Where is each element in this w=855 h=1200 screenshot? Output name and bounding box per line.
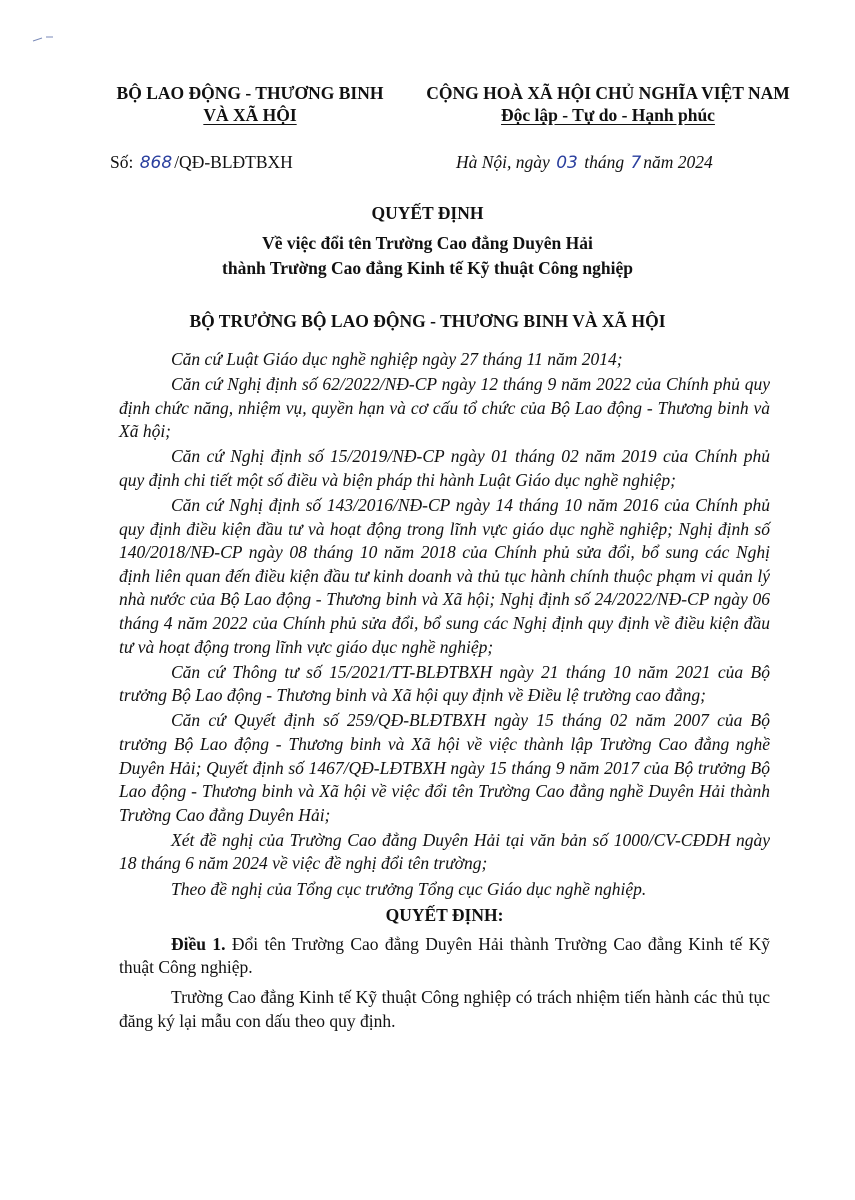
legal-basis-5: Căn cứ Thông tư số 15/2021/TT-BLĐTBXH ngày 21 tháng 10 năm 2021 của Bộ trưởng Bộ Lao động - Thương binh và Xã hội quy định về Điều lệ trường cao đẳng;	[119, 661, 770, 706]
legal-basis-1: Căn cứ Luật Giáo dục nghề nghiệp ngày 27 tháng 11 năm 2014;	[171, 349, 623, 369]
document-body	[119, 348, 770, 1035]
number-prefix: Số:	[110, 152, 134, 172]
legal-basis-3: Căn cứ Nghị định số 15/2019/NĐ-CP ngày 01 tháng 02 năm 2019 của Chính phủ quy định chi tiết một số điều và biện pháp thi hành Luật Giáo dục nghề nghiệp;	[119, 446, 770, 490]
article-1-label: Điều 1.	[171, 933, 226, 954]
legal-basis-6: Căn cứ Quyết định số 259/QĐ-BLĐTBXH ngày 15 tháng 02 năm 2007 của Bộ trưởng Bộ Lao động - Thương binh và Xã hội về việc thành lập Trường Cao đẳng nghề Duyên Hải; Quyết định số 1467/QĐ-LĐTBXH ngày 15 tháng 9 năm 2017 của Bộ trưởng Bộ Lao động - Thương binh và Xã hội về việc đổi tên Trường Cao đẳng nghề Duyên Hải thành Trường Cao đẳng Duyên Hải;	[119, 710, 770, 825]
legal-basis-8: Theo đề nghị của Tổng cục trưởng Tổng cục Giáo dục nghề nghiệp.	[171, 878, 647, 899]
document-date	[456, 152, 713, 173]
article-1-text: Đổi tên Trường Cao đẳng Duyên Hải thành Trường Cao đẳng Kinh tế Kỹ thuật Công nghiệp.	[119, 933, 771, 978]
decision-heading: QUYẾT ĐỊNH:	[385, 905, 504, 926]
document-number	[110, 152, 293, 173]
legal-basis-7: Xét đề nghị của Trường Cao đẳng Duyên Hải tại văn bản số 1000/CV-CĐDH ngày 18 tháng 6 năm 2024 về việc đề nghị đổi tên trường;	[119, 829, 770, 874]
agency-line-2: VÀ XÃ HỘI	[203, 105, 297, 125]
subject-line-1: Về việc đổi tên Trường Cao đẳng Duyên Hải	[262, 233, 593, 253]
date-year: năm 2024	[643, 152, 713, 172]
legal-basis-4: Căn cứ Nghị định số 143/2016/NĐ-CP ngày 14 tháng 10 năm 2016 của Chính phủ quy định điều kiện đầu tư và hoạt động trong lĩnh vực giáo dục nghề nghiệp; Nghị định số 140/2018/NĐ-CP ngày 08 tháng 10 năm 2018 của Chính phủ sửa đổi, bổ sung các Nghị định liên quan đến điều kiện đầu tư kinh doanh và thủ tục hành chính thuộc phạm vi quản lý nhà nước của Bộ Lao động - Thương binh và Xã hội; Nghị định số 24/2022/NĐ-CP ngày 06 tháng 4 năm 2022 của Chính phủ sửa đổi, bổ sung các Nghị định quy định về điều kiện đầu tư và hoạt động trong lĩnh vực giáo dục nghề nghiệp;	[119, 495, 770, 657]
number-suffix: /QĐ-BLĐTBXH	[174, 152, 293, 172]
date-month-label: tháng	[584, 152, 625, 172]
pen-mark	[32, 36, 54, 42]
subject-line-2: thành Trường Cao đẳng Kinh tế Kỹ thuật Công nghiệp	[222, 258, 633, 278]
document-subject	[0, 231, 855, 281]
number-handwritten: 868	[139, 153, 173, 173]
national-motto	[408, 82, 808, 126]
article-1-paragraph-2: Trường Cao đẳng Kinh tế Kỹ thuật Công nghiệp có trách nhiệm tiến hành các thủ tục đăng ký lại mẫu con dấu theo quy định.	[119, 986, 770, 1031]
issuing-agency	[100, 82, 400, 126]
date-place: Hà Nội, ngày	[456, 152, 550, 172]
agency-line-1: BỘ LAO ĐỘNG - THƯƠNG BINH	[116, 83, 384, 103]
date-day: 03	[556, 153, 578, 173]
date-month: 7	[630, 153, 642, 173]
document-title: QUYẾT ĐỊNH	[371, 203, 484, 223]
nation-line-2: Độc lập - Tự do - Hạnh phúc	[501, 105, 715, 125]
issuing-authority: BỘ TRƯỞNG BỘ LAO ĐỘNG - THƯƠNG BINH VÀ XÃ HỘI	[189, 311, 666, 331]
legal-basis-2: Căn cứ Nghị định số 62/2022/NĐ-CP ngày 12 tháng 9 năm 2022 của Chính phủ quy định chức năng, nhiệm vụ, quyền hạn và cơ cấu tổ chức của Bộ Lao động - Thương binh và Xã hội;	[119, 374, 770, 442]
article-1	[119, 933, 770, 980]
nation-line-1: CỘNG HOÀ XÃ HỘI CHỦ NGHĨA VIỆT NAM	[426, 83, 790, 103]
